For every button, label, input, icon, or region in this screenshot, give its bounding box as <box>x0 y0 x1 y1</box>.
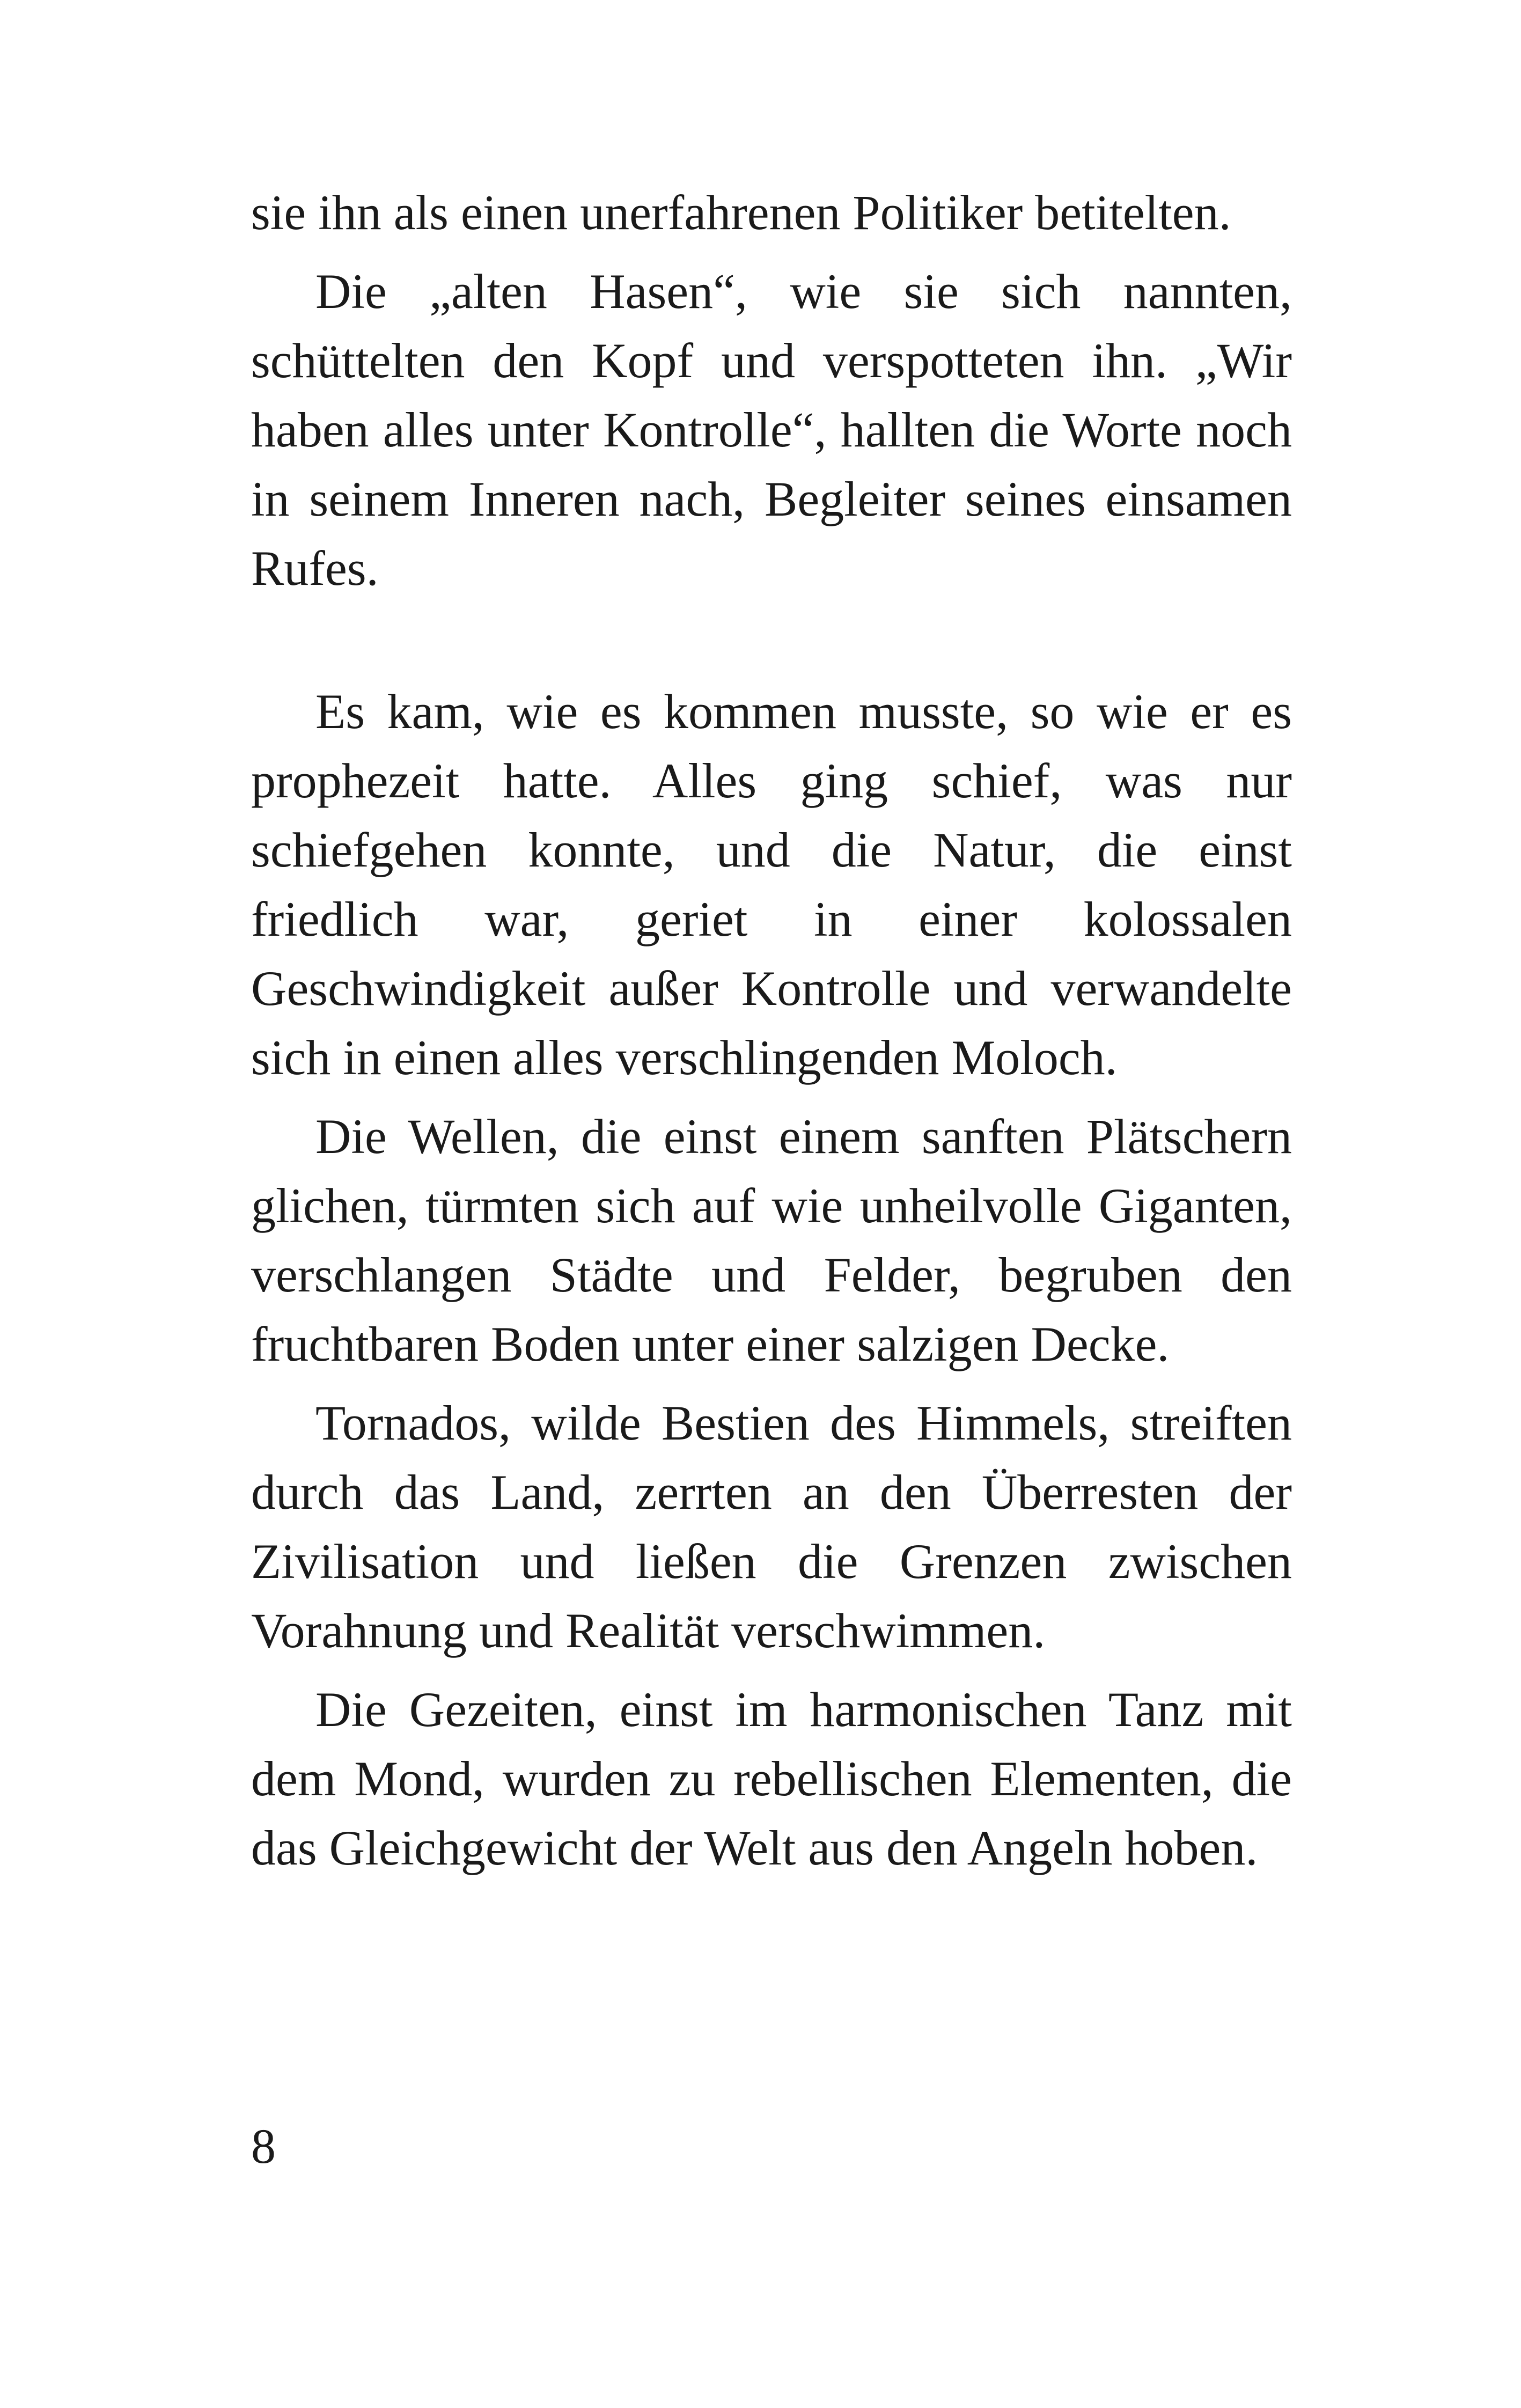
paragraph: Die Wellen, die einst einem sanften Plätschern glichen, türmten sich auf wie unheilvolle Giganten, verschlangen Städte und Felder, begruben den fruchtbaren Boden unter einer salzigen Decke. <box>251 1109 1292 1371</box>
page-number: 8 <box>251 2119 276 2174</box>
paragraph: Die Gezeiten, einst im harmonischen Tanz mit dem Mond, wurden zu rebellischen Elementen, die das Gleichgewicht der Welt aus den Angeln hoben. <box>251 1682 1292 1875</box>
body-text <box>251 178 1292 1892</box>
paragraph: Tornados, wilde Bestien des Himmels, streiften durch das Land, zerrten an den Überresten der Zivilisation und ließen die Grenzen zwischen Vorahnung und Realität verschwimmen. <box>251 1396 1292 1658</box>
paragraph: sie ihn als einen unerfahrenen Politiker betitelten. <box>251 185 1231 240</box>
paragraph: Es kam, wie es kommen musste, so wie er es prophezeit hatte. Alles ging schief, was nur schiefgehen konnte, und die Natur, die einst friedlich war, geriet in einer kolossalen Geschwindigkeit außer Kontrolle und verwandelte sich in einen alles verschlingenden Moloch. <box>251 684 1292 1085</box>
paragraph: Die „alten Hasen“, wie sie sich nannten, schüttelten den Kopf und verspotteten ihn. „Wir haben alles unter Kontrolle“, hallten die Worte noch in seinem Inneren nach, Begleiter seines einsamen Rufes. <box>251 264 1292 596</box>
section-break <box>251 613 1292 677</box>
